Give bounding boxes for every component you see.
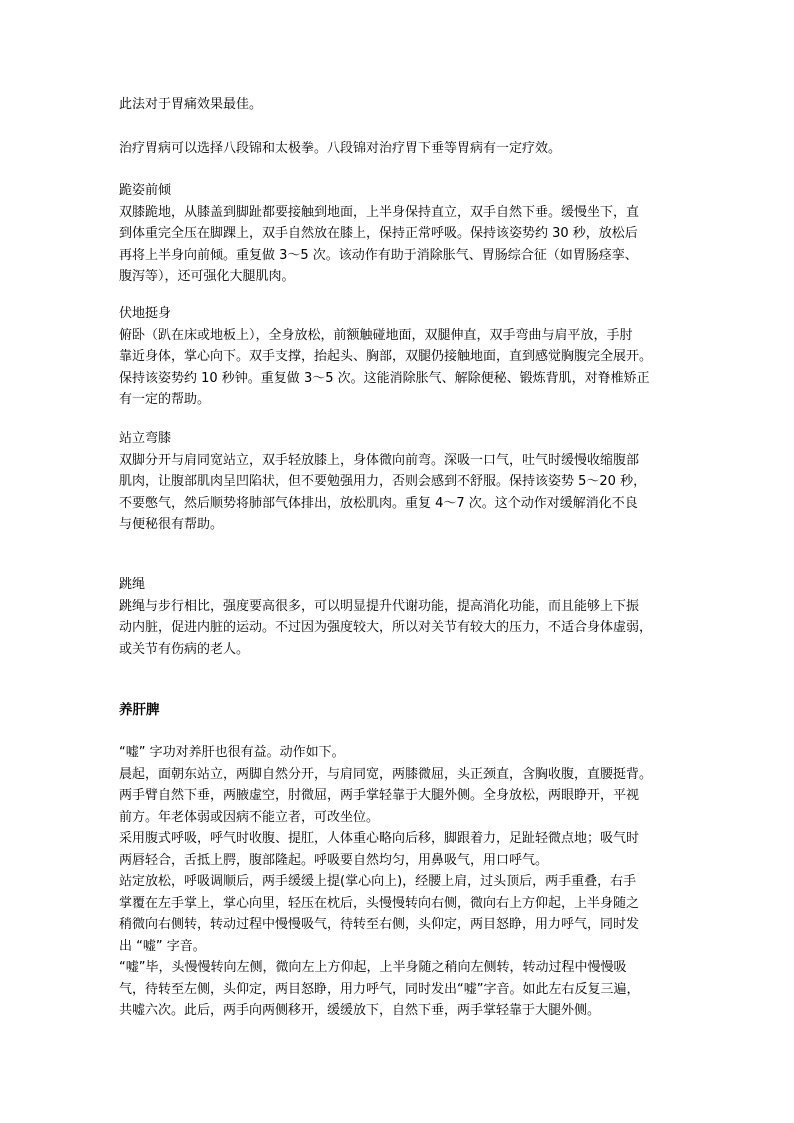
- text-line: 前方。年老体弱或因病不能立者，可改坐位。: [119, 809, 380, 825]
- section-title: 站立弯膝: [119, 431, 172, 446]
- text-line: 双膝跪地，从膝盖到脚趾都要接触到地面，上半身保持直立，双手自然下垂。缓慢坐下，直: [119, 204, 640, 220]
- text-line: 不要憋气，然后顺势将肺部气体排出，放松肌肉。重复 4～7 次。这个动作对缓解消化不良: [119, 495, 638, 511]
- text-line: 动内脏，促进内脏的运动。不过因为强度较大，所以对关节有较大的压力，不适合身体虚弱，: [119, 620, 653, 635]
- choice-paragraph: [119, 138, 679, 160]
- section-stand: [119, 428, 679, 536]
- text-line: 到体重完全压在脚踝上，双手自然放在膝上，保持正常呼吸。保持该姿势约 30 秒，放松后: [119, 226, 638, 241]
- text-line: 两手臂自然下垂，两腋虚空，肘微屈，两手掌轻靠于大腿外侧。全身放松，两眼睁开，平视: [119, 788, 640, 803]
- section-liver-heading: [119, 700, 679, 722]
- text-line: 治疗胃病可以选择八段锦和太极拳。八段锦对治疗胃下垂等胃病有一定疗效。: [119, 141, 562, 156]
- text-line: 靠近身体，掌心向下。双手支撑，抬起头、胸部，双腿仍接触地面，直到感觉胸腹完全展开。: [119, 349, 653, 364]
- section-title: 跳绳: [119, 577, 146, 592]
- text-line: 肌肉，让腹部肌肉呈凹陷状，但不要勉强用力，否则会感到不舒服。保持该姿势 5～20 秒，: [119, 474, 647, 489]
- text-line: 出 “嘘” 字音。: [119, 938, 206, 954]
- text-line: 保持该姿势约 10 秒钟。重复做 3～5 次。这能消除胀气、解除便秘、锻炼背肌，对脊椎矫正: [119, 370, 650, 386]
- text-line: 腹泻等），还可强化大腿肌肉。: [119, 269, 295, 284]
- intro-paragraph: [119, 94, 679, 116]
- text-line: 有一定的帮助。: [119, 392, 211, 407]
- text-line: “嘘”毕，头慢慢转向左侧，微向左上方仰起，上半身随之稍向左侧转，转动过程中慢慢吸: [119, 960, 627, 975]
- text-line: 气，待转至左侧，头仰定，两目怒睁，用力呼气，同时发出“嘘”字音。如此左右反复三遍，: [119, 981, 640, 997]
- section-prone: [119, 303, 679, 411]
- text-line: 与便秘很有帮助。: [119, 517, 224, 532]
- section-kneel: [119, 180, 679, 288]
- text-line: 双脚分开与肩同宽站立，双手轻放膝上，身体微向前弯。深吸一口气，吐气时缓慢收缩腹部: [119, 452, 640, 468]
- section-title: 跪姿前倾: [119, 183, 172, 198]
- section-title: 伏地挺身: [119, 306, 172, 321]
- text-line: 俯卧（趴在床或地板上），全身放松，前额触碰地面，双腿伸直，双手弯曲与肩平放，手肘: [119, 327, 633, 343]
- text-line: 两唇轻合，舌抵上腭，腹部隆起。呼吸要自然均匀，用鼻吸气，用口呼气。: [119, 852, 549, 868]
- section-xu: [119, 742, 679, 1022]
- text-line: 或关节有伤病的老人。: [119, 641, 250, 657]
- text-line: 掌覆在左手掌上，掌心向里，轻压在枕后，头慢慢转向右侧，微向右上方仰起，上半身随之: [119, 895, 640, 911]
- text-line: 采用腹式呼吸，呼气时收腹、提肛，人体重心略向后移，脚跟着力，足趾轻微点地；吸气时: [119, 831, 640, 846]
- text-line: 此法对于胃痛效果最佳。: [119, 97, 263, 112]
- section-heading: 养肝脾: [119, 702, 160, 718]
- text-line: 跳绳与步行相比，强度要高很多，可以明显提升代谢功能，提高消化功能，而且能够上下振: [119, 598, 640, 614]
- text-line: 稍微向右侧转，转动过程中慢慢吸气，待转至右侧，头仰定，两目怒睁，用力呼气，同时发: [119, 917, 640, 932]
- text-line: 再将上半身向前倾。重复做 3～5 次。该动作有助于消除胀气、胃肠综合征（如胃肠痉挛、: [119, 247, 638, 263]
- text-line: 晨起，面朝东站立，两脚自然分开，与肩同宽，两膝微屈，头正颈直，含胸收腹，直腰挺背。: [119, 766, 653, 782]
- text-line: 共嘘六次。此后，两手向两侧移开，缓缓放下，自然下垂，两手掌轻靠于大腿外侧。: [119, 1003, 601, 1018]
- text-line: 站定放松，呼吸调顺后，两手缓缓上提(掌心向上)，经腰上肩，过头顶后，两手重叠，右手: [119, 874, 637, 889]
- section-rope: [119, 574, 679, 660]
- text-line: “嘘” 字功对养肝也很有益。动作如下。: [119, 745, 345, 760]
